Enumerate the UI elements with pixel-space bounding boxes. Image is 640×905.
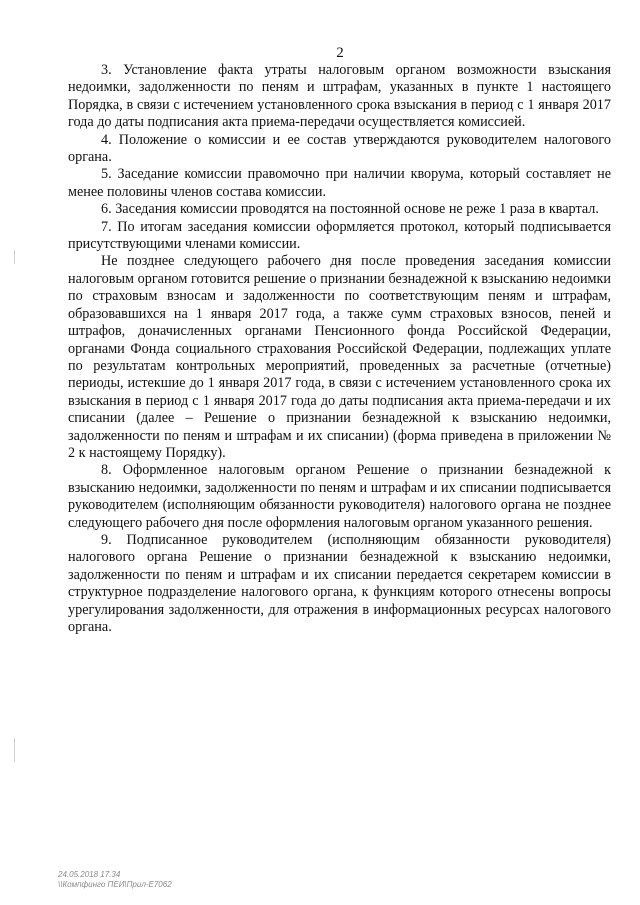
paragraph-6: 6. Заседания комиссии проводятся на постоянной основе не реже 1 раза в квартал. <box>101 201 599 218</box>
scan-edge-mark <box>14 738 15 762</box>
paragraph-8: 8. Оформленное налоговым органом Решение о признании безнадежной к взысканию недоимки, задолженности по пеням и штрафам и их списании подписывается руководителем (исполняющим обязанности руководителя) налогового органа не позднее следующего рабочего дня после оформления налоговым органом указанного решения. <box>68 462 611 531</box>
footer-timestamp: 24.05.2018 17.34 <box>58 870 121 879</box>
page-number: 2 <box>336 45 344 61</box>
document-footer <box>58 870 172 890</box>
document-body <box>68 62 611 636</box>
paragraph-9: 9. Подписанное руководителем (исполняющим обязанности руководителя) налогового органа Решение о признании безнадежной к взысканию недоимки, задолженности по пеням и штрафам и их списании передается секретарем комиссии в структурное подразделение налогового органа, к функциям которого отнесены вопросы урегулирования задолженности, для отражения в информационных ресурсах налогового органа. <box>68 531 611 635</box>
paragraph-7-decision: Не позднее следующего рабочего дня после проведения заседания комиссии налоговым органом готовится решение о признании безнадежной к взысканию недоимки по страховым взносам и задолженности по соответствующим пеням и штрафам, образовавшихся на 1 января 2017 года, а также сумм страховых взносов, пеней и штрафов, доначисленных органами Пенсионного фонда Российской Федерации, органами Фонда социального страхования Российской Федерации, подлежащих уплате по результатам контрольных мероприятий, проведенных за расчетные (отчетные) периоды, истекшие до 1 января 2017 года, в связи с истечением установленного срока их взыскания в период с 1 января 2017 года до даты подписания акта приема-передачи и их списании (далее – Решение о признании безнадежной к взысканию недоимки, задолженности по пеням и штрафам и их списании) (форма приведена в приложении № 2 к настоящему Порядку). <box>68 253 611 461</box>
footer-file-path: \\Компфинго ПЕИ\Прил-Е7062 <box>58 880 172 889</box>
paragraph-7: 7. По итогам заседания комиссии оформляется протокол, который подписывается присутствующими членами комиссии. <box>68 218 611 253</box>
scan-edge-mark <box>14 250 15 264</box>
paragraph-4: 4. Положение о комиссии и ее состав утверждаются руководителем налогового органа. <box>68 131 611 166</box>
paragraph-5: 5. Заседание комиссии правомочно при наличии кворума, который составляет не менее половины членов состава комиссии. <box>68 166 611 200</box>
paragraph-3: 3. Установление факта утраты налоговым органом возможности взыскания недоимки, задолженности по пеням и штрафам, указанных в пункте 1 настоящего Порядка, в связи с истечением установленного срока взыскания в период с 1 января 2017 года до даты подписания акта приема-передачи осуществляется комиссией. <box>68 62 611 131</box>
